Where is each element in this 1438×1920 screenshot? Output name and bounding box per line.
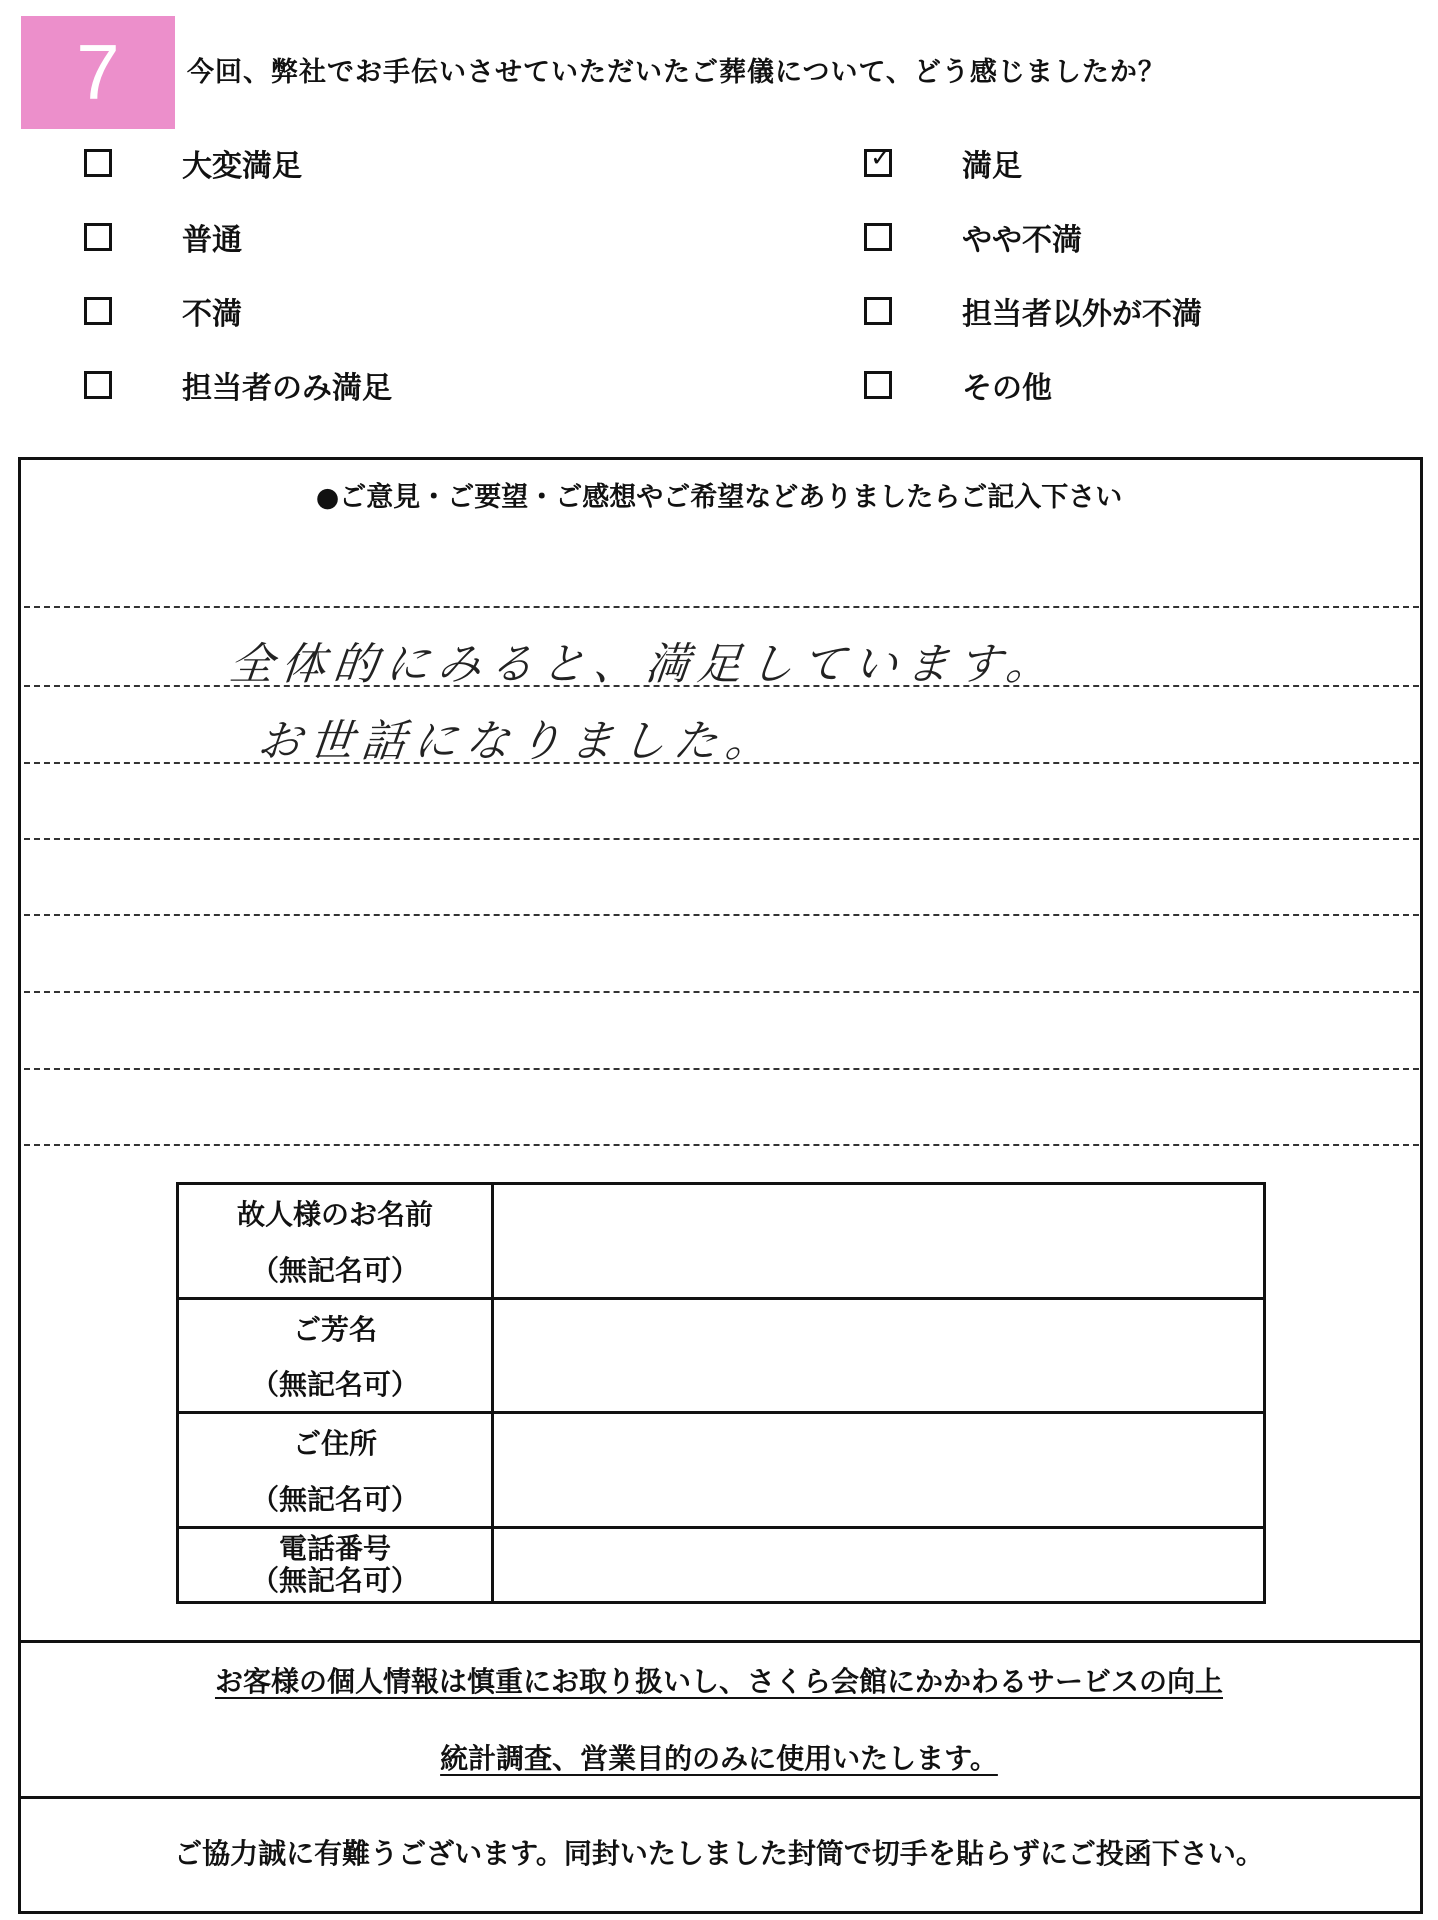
option-very-satisfied[interactable] [84, 143, 302, 183]
question-number-badge: 7 [21, 16, 175, 129]
ruled-line [24, 914, 1419, 916]
option-dissatisfied[interactable] [84, 291, 242, 331]
ruled-line [24, 838, 1419, 840]
table-row-phone [179, 1529, 1263, 1601]
option-label: 担当者以外が不満 [962, 297, 1202, 332]
option-label: 担当者のみ満足 [182, 371, 392, 406]
ruled-line [24, 1068, 1419, 1070]
contact-info-table [176, 1182, 1266, 1604]
phone-field[interactable] [494, 1529, 1263, 1601]
option-label: その他 [962, 371, 1052, 406]
table-row-deceased-name [179, 1185, 1263, 1300]
checkbox[interactable] [864, 297, 892, 325]
handwritten-comment-line[interactable]: 全体的にみると、満足しています。 [226, 639, 1061, 690]
question-text: 今回、弊社でお手伝いさせていただいたご葬儀について、どう感じましたか？ [187, 57, 1166, 88]
field-label: 故人様のお名前 [236, 1198, 433, 1231]
footer-thanks: ご協力誠に有難うございます。同封いたしました封筒で切手を貼らずにご投函下さい。 [174, 1837, 1264, 1870]
privacy-notice-line: 統計調査、営業目的のみに使用いたします。 [440, 1742, 998, 1775]
option-normal[interactable] [84, 217, 242, 257]
checkbox[interactable] [864, 223, 892, 251]
field-note: （無記名可） [250, 1368, 419, 1402]
checkbox[interactable] [84, 223, 112, 251]
option-staff-only-satisfied[interactable] [84, 365, 392, 405]
table-row-name [179, 1300, 1263, 1414]
table-row-address [179, 1414, 1263, 1529]
checkbox[interactable] [864, 371, 892, 399]
divider [18, 1796, 1423, 1799]
ruled-line [24, 606, 1419, 608]
option-label: 普通 [182, 223, 242, 258]
checkbox[interactable] [84, 371, 112, 399]
field-label: ご芳名 [292, 1312, 377, 1346]
option-label: 満足 [962, 149, 1022, 184]
field-note: （無記名可） [250, 1483, 419, 1516]
option-label: やや不満 [962, 223, 1082, 258]
option-other[interactable] [864, 365, 1052, 405]
option-others-dissatisfied[interactable] [864, 291, 1202, 331]
handwritten-comment-line[interactable]: お世話になりました。 [254, 716, 781, 767]
field-label: ご住所 [292, 1427, 377, 1460]
privacy-notice-line: お客様の個人情報は慎重にお取り扱いし、さくら会館にかかわるサービスの向上 [214, 1665, 1223, 1698]
name-field[interactable] [494, 1300, 1263, 1411]
ruled-line [24, 1144, 1419, 1146]
field-label: 電話番号 [278, 1531, 391, 1565]
option-somewhat-dissatisfied[interactable] [864, 217, 1082, 257]
option-label: 大変満足 [182, 149, 302, 184]
comment-heading: ●ご意見・ご要望・ご感想やご希望などありましたらご記入下さい [315, 482, 1123, 513]
checkbox-checked[interactable] [864, 143, 892, 177]
field-note: （無記名可） [250, 1564, 419, 1597]
option-satisfied[interactable] [864, 143, 1022, 183]
divider [18, 1640, 1423, 1643]
address-field[interactable] [494, 1414, 1263, 1526]
check-icon: ✓ [870, 143, 892, 173]
option-label: 不満 [182, 297, 242, 332]
ruled-line [24, 991, 1419, 993]
field-note: （無記名可） [250, 1254, 419, 1287]
checkbox[interactable] [84, 297, 112, 325]
deceased-name-field[interactable] [494, 1185, 1263, 1297]
checkbox[interactable] [84, 149, 112, 177]
